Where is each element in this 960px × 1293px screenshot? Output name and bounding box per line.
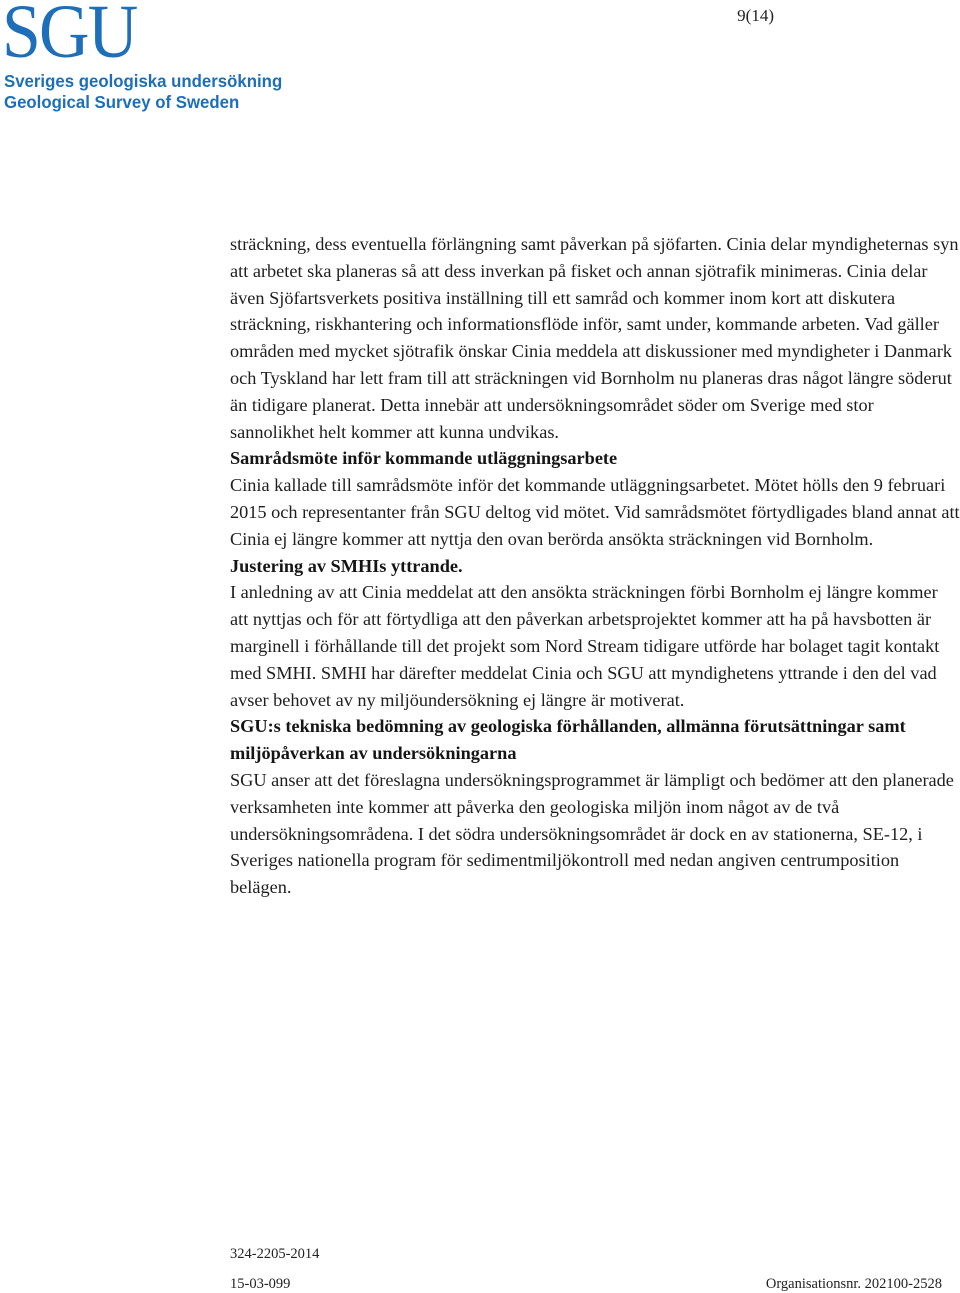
- body-paragraph: I anledning av att Cinia meddelat att den ansökta sträckningen förbi Bornholm ej längre kommer att nyttjas och för att förtydliga att den påverkan arbetsprojektet kommer att ha på havsbotten är marginell i förhållande till det projekt som Nord Stream tidigare utförde har bolaget tagit kontakt med SMHI. SMHI har därefter meddelat Cinia och SGU att myndighetens yttrande i den del vad avser behovet av ny miljöundersökning ej längre är motiverat.: [230, 582, 940, 710]
- footer-org-number: Organisationsnr. 202100-2528: [765, 1276, 942, 1292]
- sgu-logo: [2, 0, 283, 115]
- footer-date-code: 15-03-099: [230, 1276, 291, 1292]
- logo-name-english: Geological Survey of Sweden: [4, 92, 240, 112]
- document-body: [230, 231, 960, 901]
- body-paragraph: Cinia kallade till samrådsmöte inför det kommande utläggningsarbetet. Mötet hölls den 9 februari 2015 och representanter från SGU deltog vid mötet. Vid samrådsmötet förtydligades bland annat att Cinia ej längre kommer att nyttja den ovan berörda ansökta sträckningen vid Bornholm.: [230, 475, 960, 549]
- section-heading: Samrådsmöte inför kommande utläggningsarbete: [230, 448, 618, 469]
- body-paragraph: sträckning, dess eventuella förlängning samt påverkan på sjöfarten. Cinia delar myndigheternas syn att arbetet ska planeras så att dess inverkan på fisket och annan sjötrafik minimeras. Cinia delar även Sjöfartsverkets positiva inställning till ett samråd och kommer inom kort att diskutera sträckning, riskhantering och informationsflöde inför, samt under, kommande arbeten. Vad gäller områden med mycket sjötrafik önskar Cinia meddela att diskussioner med myndigheter i Danmark och Tyskland har lett fram till att sträckningen vid Bornholm nu planeras dras något längre söderut än tidigare planerat. Detta innebär att undersökningsområdet söder om Sverige med stor sannolikhet helt kommer att kunna undvikas.: [230, 234, 959, 442]
- body-paragraph: SGU anser att det föreslagna undersökningsprogrammet är lämpligt och bedömer att den planerade verksamheten inte kommer att påverka den geologiska miljön inom något av de två undersökningsområdena. I det södra undersökningsområdet är dock en av stationerna, SE-12, i Sveriges nationella program för sedimentmiljökontroll med nedan angiven centrumposition belägen.: [230, 769, 954, 898]
- footer-reference: 324-2205-2014: [230, 1246, 320, 1262]
- logo-mark: SGU: [2, 0, 137, 74]
- section-heading: SGU:s tekniska bedömning av geologiska förhållanden, allmänna förutsättningar samt miljöpåverkan av undersökningarna: [230, 716, 906, 764]
- page-number: 9(14): [737, 6, 774, 25]
- logo-name-swedish: Sveriges geologiska undersökning: [4, 71, 283, 91]
- section-heading: Justering av SMHIs yttrande.: [230, 555, 463, 576]
